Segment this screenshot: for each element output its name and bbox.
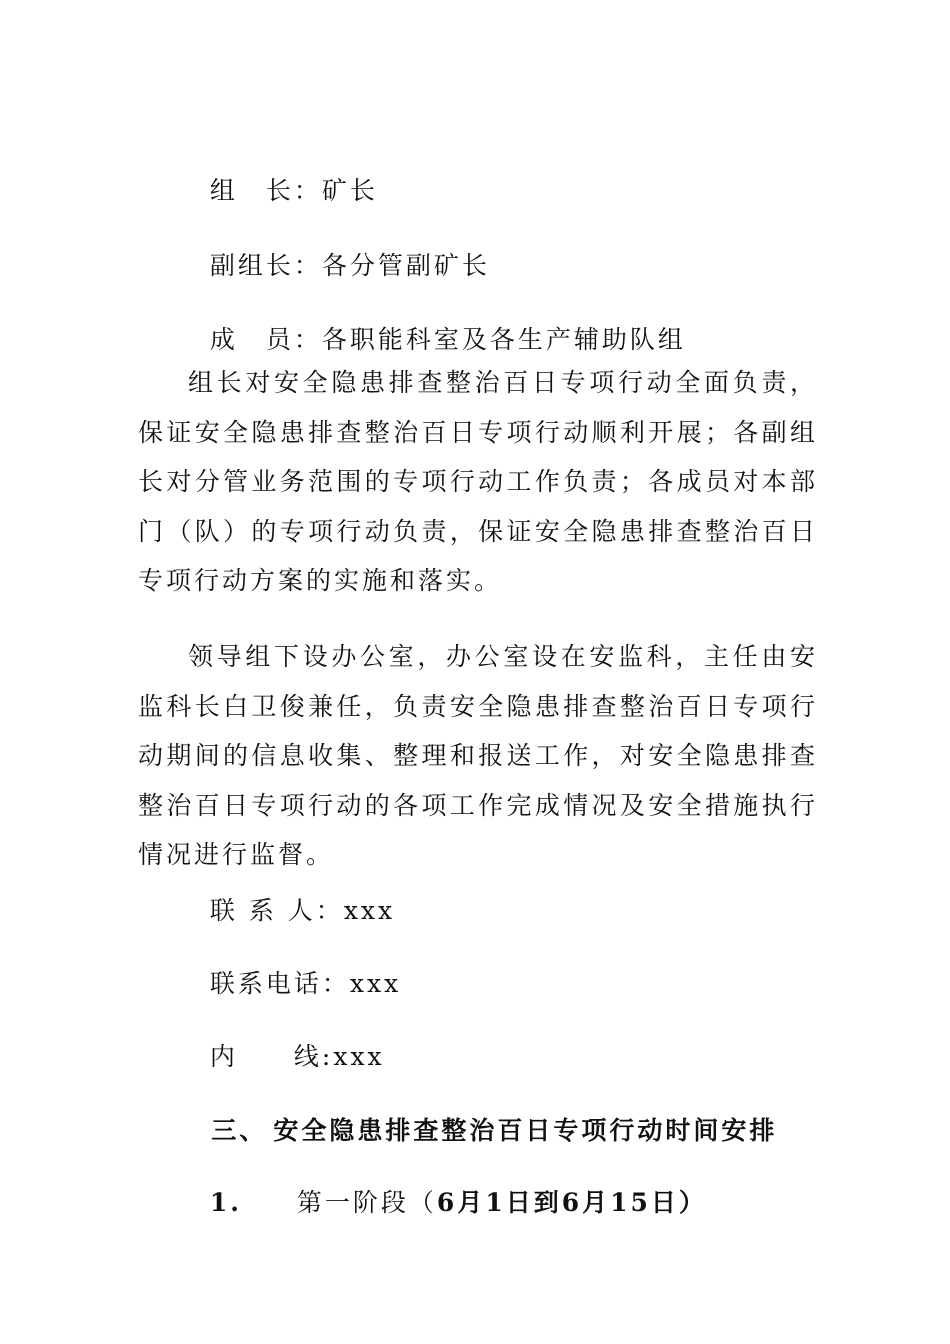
section-heading: [188, 1086, 777, 1146]
leader-label: 组 长：: [209, 176, 322, 205]
stage-number: 1.: [209, 1188, 243, 1217]
contact-person-label: 联 系 人：: [209, 896, 344, 925]
stage-date-range: 6月1日到6月15日）: [436, 1188, 707, 1217]
contact-ext-value: xxx: [333, 1042, 385, 1071]
members-label: 成 员：: [209, 325, 322, 354]
responsibility-paragraph: 组长对安全隐患排查整治百日专项行动全面负责，保证安全隐患排查整治百日专项行动顺利开展；各副组长对分管业务范围的专项行动工作负责；各成员对本部门（队）的专项行动负责，保证安全隐患排查整治百日专项行动方案的实施和落实。: [138, 368, 818, 595]
contact-phone-label: 联系电话：: [209, 969, 350, 998]
contact-person-line: [188, 866, 395, 926]
contact-person-value: xxx: [343, 896, 396, 925]
office-paragraph: 领导组下设办公室，办公室设在安监科，主任由安监科长白卫俊兼任，负责安全隐患排查整治百日专项行动期间的信息收集、整理和报送工作，对安全隐患排查整治百日专项行动的各项工作完成情况及安全措施执行情况进行监督。: [138, 642, 818, 869]
deputy-value: 各分管副矿长: [321, 251, 490, 280]
section-number: 三、: [211, 1116, 268, 1145]
leader-line: [188, 146, 378, 206]
deputy-label: 副组长：: [209, 251, 322, 280]
section-title: 安全隐患排查整治百日专项行动时间安排: [273, 1116, 778, 1145]
members-line: [188, 295, 686, 355]
members-value: 各职能科室及各生产辅助队组: [321, 325, 686, 354]
contact-ext-label: 内 线:: [209, 1042, 334, 1071]
contact-phone-line: [188, 939, 401, 999]
stage-line: [188, 1158, 707, 1218]
leader-value: 矿长: [321, 176, 378, 205]
stage-text-prefix: 第一阶段（: [296, 1188, 437, 1217]
contact-phone-value: xxx: [349, 969, 402, 998]
contact-ext-line: [188, 1012, 385, 1072]
deputy-line: [188, 221, 490, 281]
